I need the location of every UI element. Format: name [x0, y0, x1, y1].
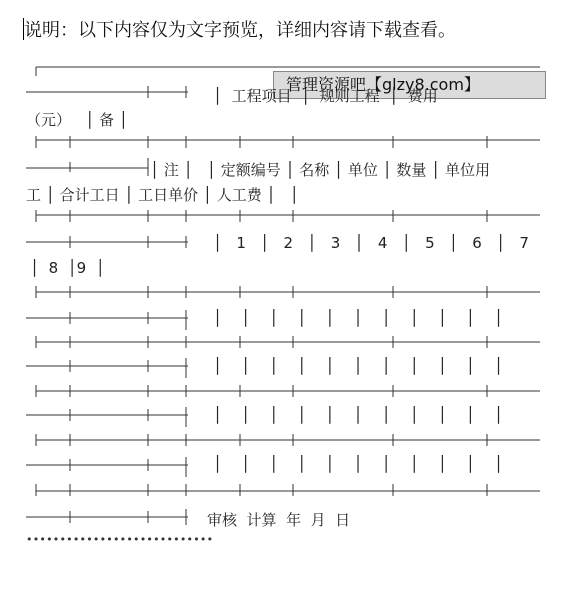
- form-row-2: （元） │ 备 │: [26, 111, 128, 129]
- form-row-1: │ 工程项目 │ 规则工程 │ 费用: [213, 87, 438, 105]
- empty-row: │ │ │ │ │ │ │ │ │ │ │: [213, 406, 504, 424]
- empty-row: │ │ │ │ │ │ │ │ │ │ │: [213, 455, 504, 473]
- form-row-5: │ 1 │ 2 │ 3 │ 4 │ 5 │ 6 │ 7: [213, 234, 529, 252]
- form-row-3: │ 注 │ │ 定额编号 │ 名称 │ 单位 │ 数量 │ 单位用: [150, 161, 490, 179]
- form-row-4: 工 │ 合计工日 │ 工日单价 │ 人工费 │ │: [26, 186, 299, 204]
- preview-note: 说明：以下内容仅为文字预览，详细内容请下载查看。: [24, 20, 456, 41]
- dotted-leader: ••••••••••••••••••••••••••••: [26, 533, 214, 546]
- watermark-banner: 管理资源吧【glzy8.com】: [273, 71, 546, 99]
- form-row-6: │ 8 │9 │: [30, 259, 105, 277]
- empty-row: │ │ │ │ │ │ │ │ │ │ │: [213, 309, 504, 327]
- empty-row: │ │ │ │ │ │ │ │ │ │ │: [213, 357, 504, 375]
- form-footer: 审核 计算 年 月 日: [207, 511, 351, 529]
